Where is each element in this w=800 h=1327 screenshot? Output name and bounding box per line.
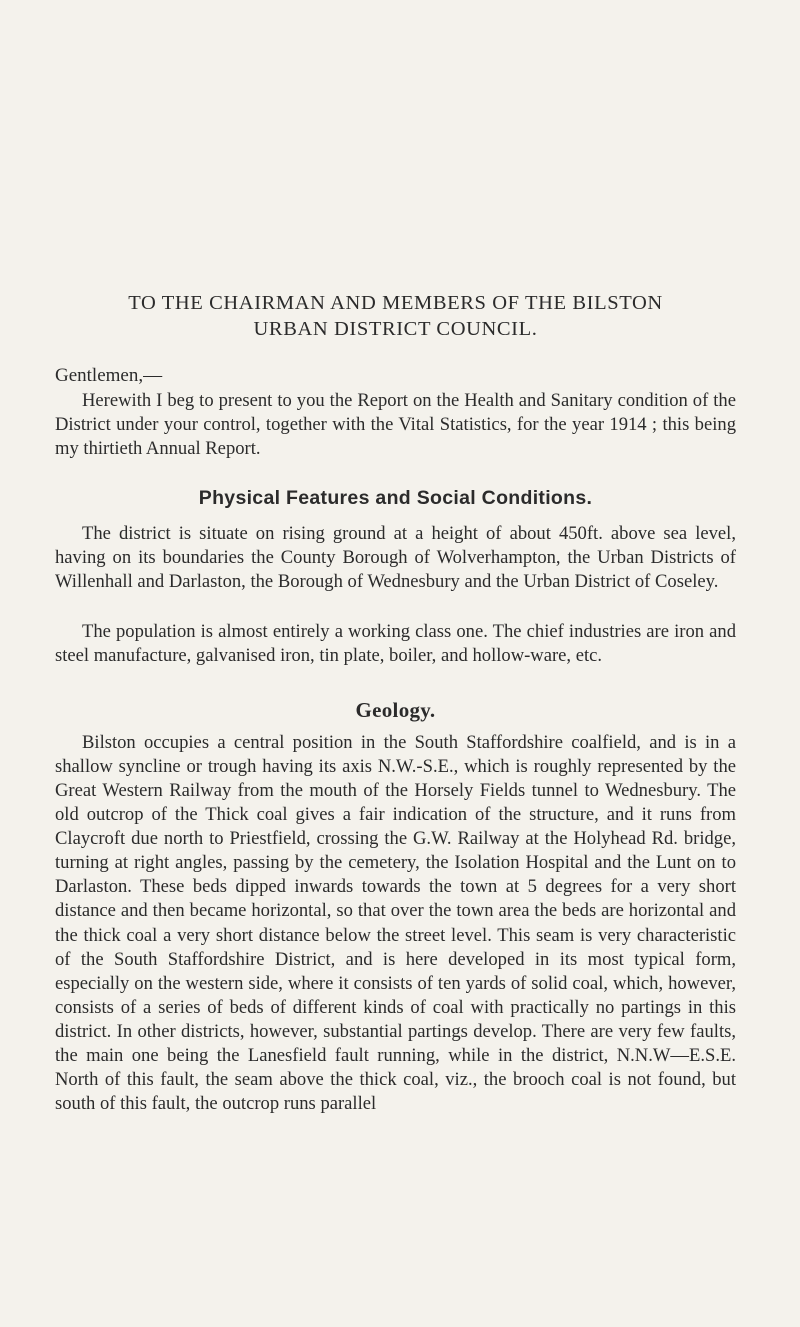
physical-paragraph-2: The population is almost entirely a working class one. The chief industries are iron and steel manufacture, galvanised iron, tin plate, boiler, and hollow-ware, etc. (55, 620, 736, 666)
report-heading (55, 290, 736, 342)
physical-features-title: Physical Features and Social Conditions. (198, 487, 593, 510)
geology-title: Geology. (355, 697, 436, 722)
heading-line-1: TO THE CHAIRMAN AND MEMBERS OF THE BILSTON (128, 292, 663, 314)
physical-paragraph-1: The district is situate on rising ground at a height of about 450ft. above sea level, having on its boundaries the County Borough of Wolverhampton, the Urban Districts of Willenhall and Darlaston, the Borough of Wednesbury and the Urban District of Coseley. (55, 523, 736, 593)
heading-line-2: URBAN DISTRICT COUNCIL. (253, 318, 538, 340)
salutation: Gentlemen,— (55, 365, 163, 386)
geology-paragraph-1: Bilston occupies a central position in the South Staffordshire coalfield, and is in a shallow syncline or trough having its axis N.W.-S.E., which is roughly represented by the Great Western Railway from the mouth of the Horsely Fields tunnel to Wednesbury. The old outcrop of the Thick coal gives a fair indication of the structure, and it runs from Claycroft due north to Priestfield, crossing the G.W. Railway at the Holyhead Rd. bridge, turning at right angles, passing by the cemetery, the Isolation Hospital and the Lunt on to Darlaston. These beds dipped inwards towards the town at 5 degrees for a very short distance and then became horizontal, so that over the town area the beds are horizontal and the thick coal a very short distance below the street level. This seam is very characteristic of the South Staffordshire District, and is here developed in its most typical form, especially on the western side, where it consists of ten yards of solid coal, which, however, consists of a series of beds of different kinds of coal with practically no partings in this district. In other districts, however, substantial partings develop. There are very few faults, the main one being the Lanesfield fault running, while in the district, N.N.W—E.S.E. North of this fault, the seam above the thick coal, viz., the brooch coal is not found, but south of this fault, the outcrop runs parallel (55, 731, 736, 1115)
intro-paragraph: Herewith I beg to present to you the Report on the Health and Sanitary condition of the District under your control, together with the Vital Statistics, for the year 1914 ; this being my thirtieth Annual Report. (55, 390, 736, 460)
